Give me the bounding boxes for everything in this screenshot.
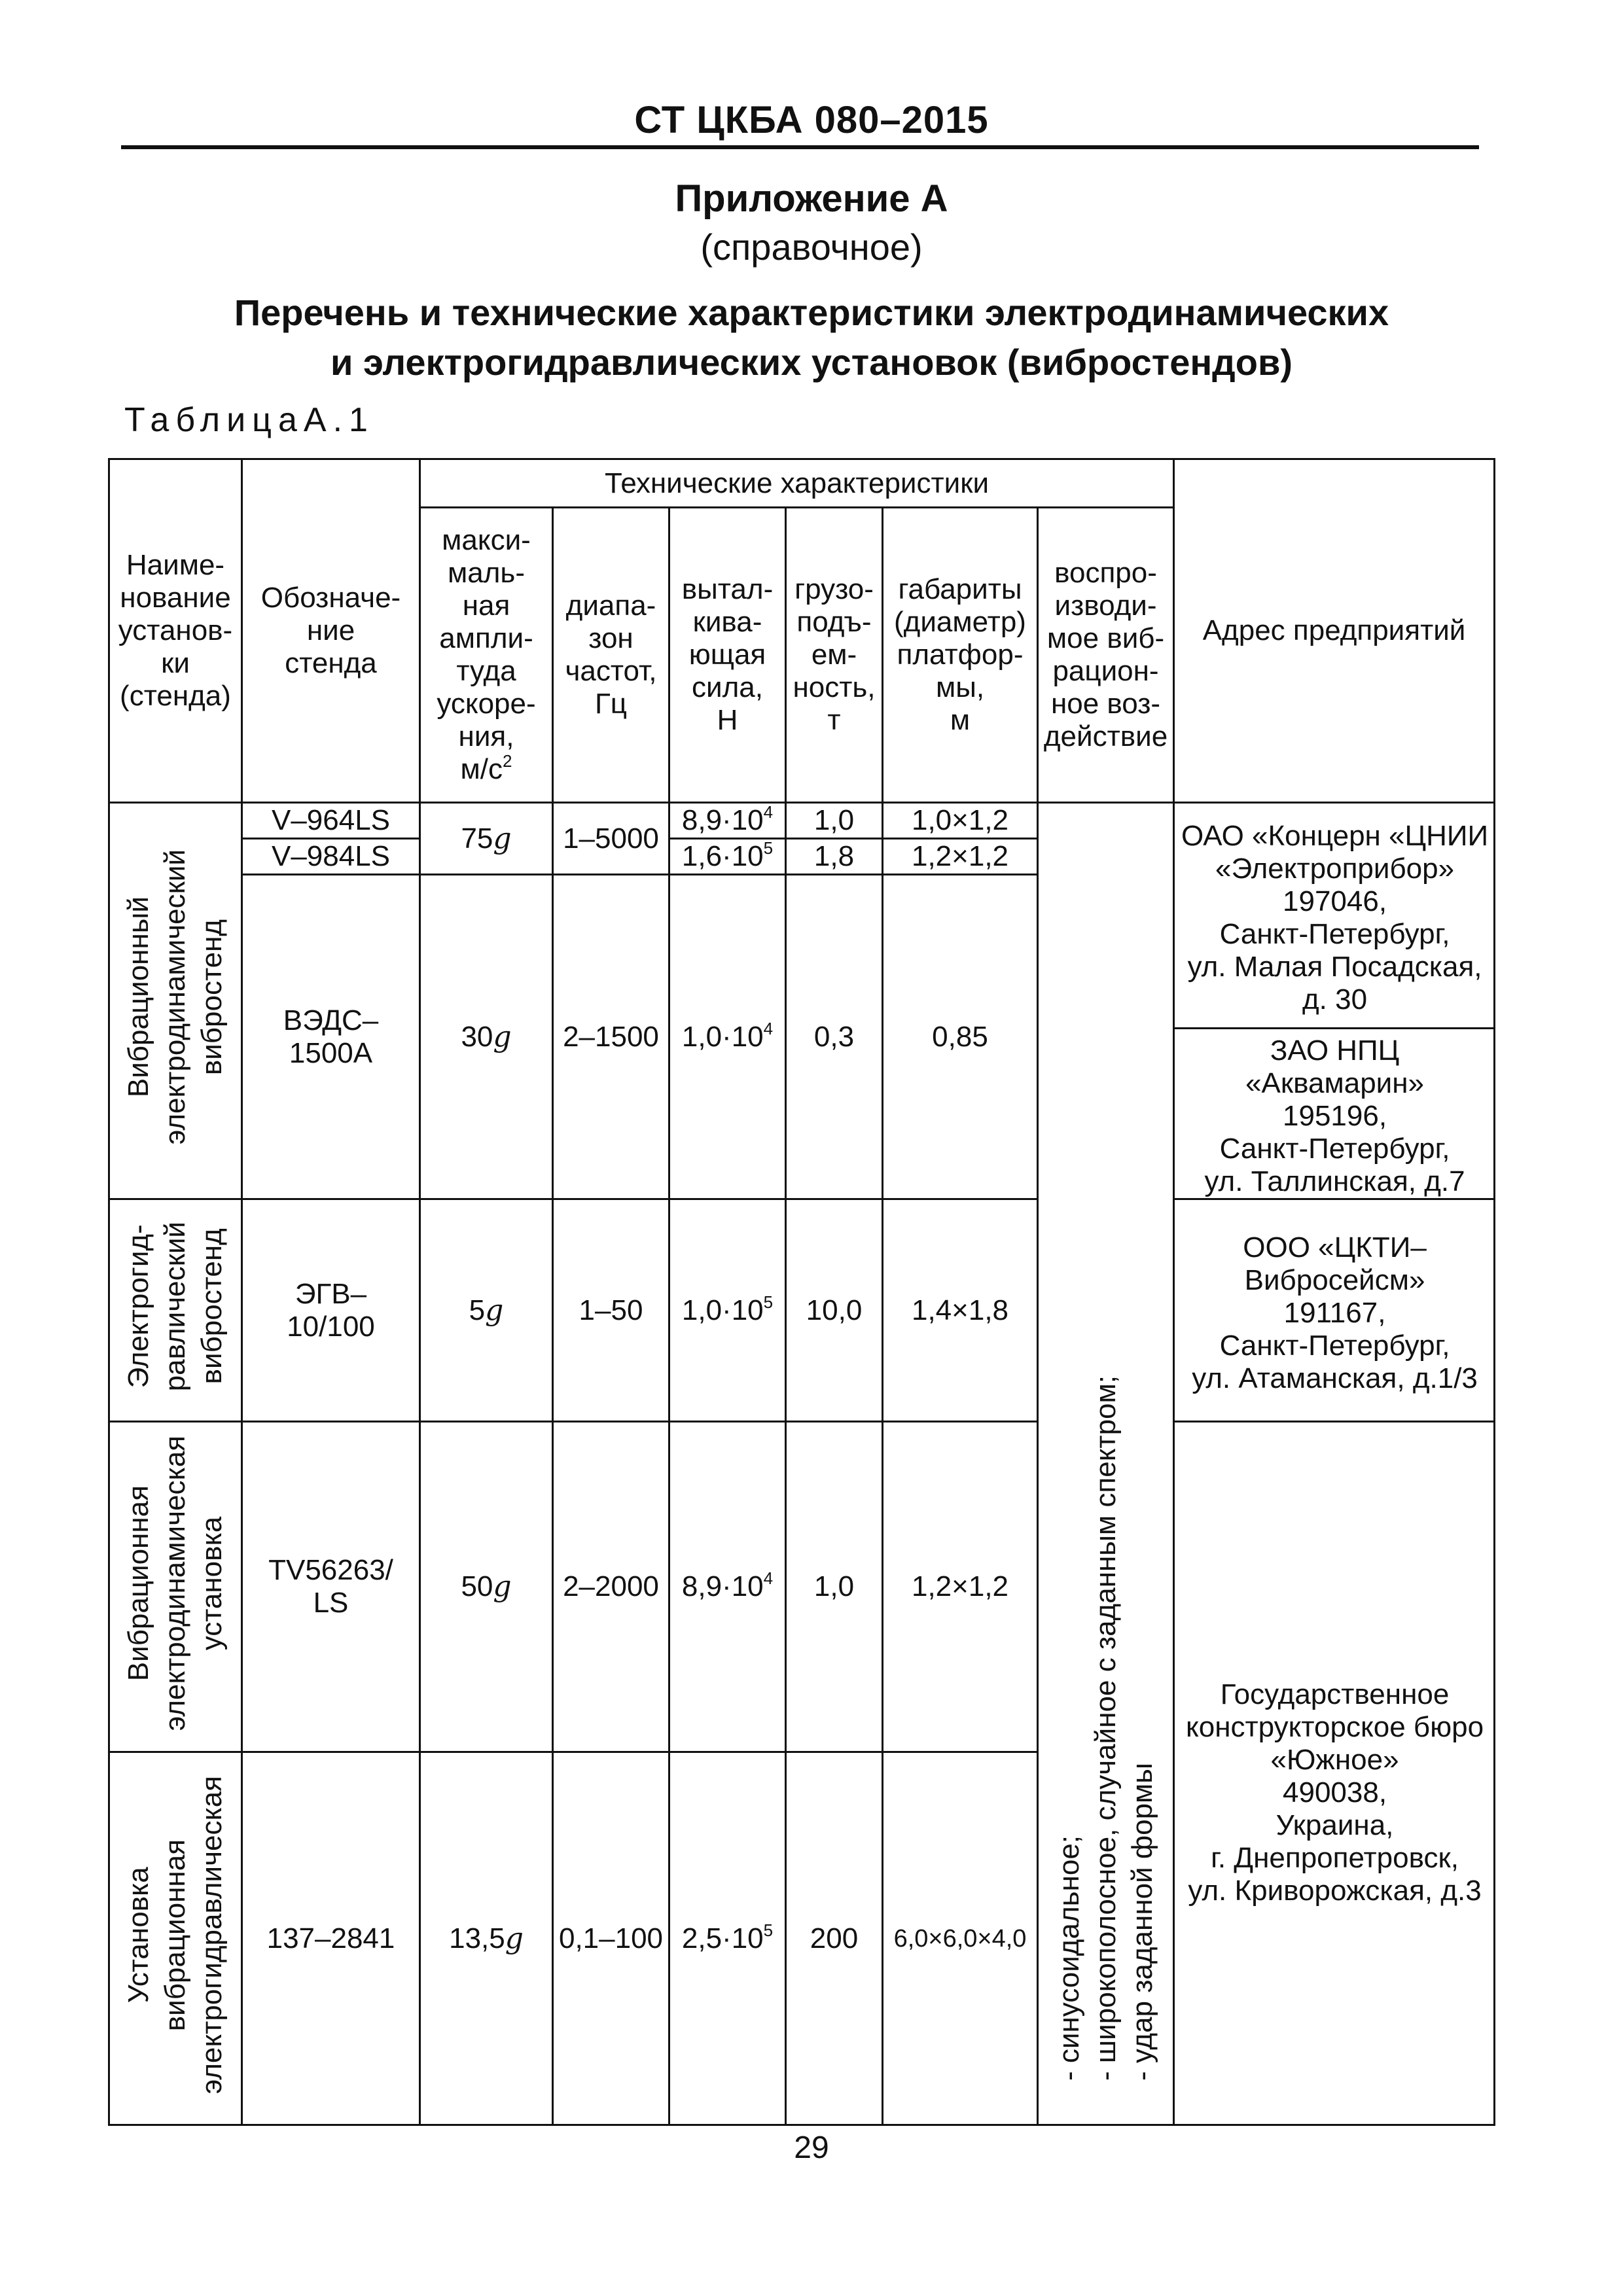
equipment-table <box>108 458 1495 2126</box>
group-electrohydraulic-installation-label: Установка вибрационная электрогидравлическая <box>122 1775 228 2094</box>
cell-accel: 30g <box>420 875 553 1199</box>
document-title <box>0 288 1623 387</box>
cell-dims: 1,4×1,8 <box>883 1199 1038 1422</box>
appendix-subtitle: (справочное) <box>700 226 923 268</box>
cell-accel: 5g <box>420 1199 553 1422</box>
header-mode: воспро- изводи- мое виб- рацион- ное воз- действие <box>1038 508 1174 803</box>
cell-accel: 13,5g <box>420 1752 553 2125</box>
group-electrodynamic-installation-label: Вибрационная электродинамическая установка <box>122 1435 228 1731</box>
group-electrohydraulic-stand <box>109 1199 242 1422</box>
header-name: Наиме- нование установ- ки (стенда) <box>109 459 242 803</box>
address-yuzhnoe: Государственное конструкторское бюро «Южное» 490038, Украина, г. Днепропетровск, ул. Криворожская, д.3 <box>1174 1422 1495 2125</box>
cell-force: $8,9\cdot 10^4$ <box>669 1422 786 1752</box>
cell-force: $8,9\cdot 10^4$ <box>669 803 786 839</box>
cell-dims: 1,0×1,2 <box>883 803 1038 839</box>
address-electropribor: ОАО «Концерн «ЦНИИ «Электроприбор» 197046, Санкт-Петербург, ул. Малая Посадская, д. 30 <box>1174 803 1495 1029</box>
cell-payload: 0,3 <box>786 875 883 1199</box>
group-electrodynamic-stand <box>109 803 242 1199</box>
cell-designation: ВЭДС– 1500А <box>242 875 420 1199</box>
cell-freq: 2–2000 <box>553 1422 669 1752</box>
group-electrodynamic-stand-label: Вибрационный электродинамический вибростенд <box>122 849 228 1145</box>
cell-force: $1,0\cdot 10^4$ <box>669 875 786 1199</box>
cell-force: $1,6\cdot 10^5$ <box>669 839 786 875</box>
header-rule <box>121 145 1479 149</box>
cell-force: $1,0\cdot 10^5$ <box>669 1199 786 1422</box>
appendix-title: Приложение А <box>675 177 948 220</box>
document-title-line-1: Перечень и технические характеристики электродинамических <box>234 292 1389 333</box>
header-freq: диапа- зон частот, Гц <box>553 508 669 803</box>
header-tech-characteristics: Технические характеристики <box>420 459 1174 508</box>
header-force: вытал- кива- ющая сила, Н <box>669 508 786 803</box>
vibration-modes-label: - синусоидальное; - широкополосное, случайное с заданным спектром; - удар заданной формы <box>1052 1375 1158 2081</box>
cell-dims: 1,2×1,2 <box>883 839 1038 875</box>
cell-freq: 2–1500 <box>553 875 669 1199</box>
header-max-accel-sup: 2 <box>503 751 512 771</box>
cell-freq: 1–5000 <box>553 803 669 875</box>
group-electrohydraulic-installation <box>109 1752 242 2125</box>
header-dims: габариты (диаметр) платфор- мы, м <box>883 508 1038 803</box>
page-number: 29 <box>794 2130 829 2165</box>
address-ckti: ООО «ЦКТИ– Вибросейсм» 191167, Санкт-Петербург, ул. Атаманская, д.1/3 <box>1174 1199 1495 1422</box>
cell-freq: 0,1–100 <box>553 1752 669 2125</box>
cell-designation: V–964LS <box>242 803 420 839</box>
header-payload: грузо- подъ- ем- ность, т <box>786 508 883 803</box>
cell-dims: 6,0×6,0×4,0 <box>883 1752 1038 2125</box>
address-akvamarin: ЗАО НПЦ «Аквамарин» 195196, Санкт-Петербург, ул. Таллинская, д.7 <box>1174 1029 1495 1199</box>
header-max-accel-text: макси- маль- ная ампли- туда ускоре- ния, м/с <box>437 524 536 785</box>
cell-dims: 0,85 <box>883 875 1038 1199</box>
cell-freq: 1–50 <box>553 1199 669 1422</box>
document-title-line-2: и электрогидравлических установок (вибростендов) <box>330 342 1293 383</box>
cell-payload: 10,0 <box>786 1199 883 1422</box>
cell-payload: 1,0 <box>786 803 883 839</box>
cell-dims: 1,2×1,2 <box>883 1422 1038 1752</box>
cell-designation: 137–2841 <box>242 1752 420 2125</box>
header-max-accel <box>420 508 553 803</box>
cell-designation: V–984LS <box>242 839 420 875</box>
cell-payload: 200 <box>786 1752 883 2125</box>
cell-payload: 1,8 <box>786 839 883 875</box>
header-address: Адрес предприятий <box>1174 459 1495 803</box>
cell-force: $2,5\cdot 10^5$ <box>669 1752 786 2125</box>
cell-designation: ЭГВ– 10/100 <box>242 1199 420 1422</box>
table-label: ТаблицаА.1 <box>124 401 374 439</box>
cell-accel: 50g <box>420 1422 553 1752</box>
header-designation: Обозначе- ние стенда <box>242 459 420 803</box>
cell-accel: 75g <box>420 803 553 875</box>
document-code: СТ ЦКБА 080–2015 <box>634 99 989 141</box>
group-electrodynamic-installation <box>109 1422 242 1752</box>
group-electrohydraulic-stand-label: Электрогид- равлический вибростенд <box>122 1222 228 1392</box>
cell-payload: 1,0 <box>786 1422 883 1752</box>
cell-designation: TV56263/ LS <box>242 1422 420 1752</box>
cell-vibration-modes <box>1038 803 1174 2125</box>
